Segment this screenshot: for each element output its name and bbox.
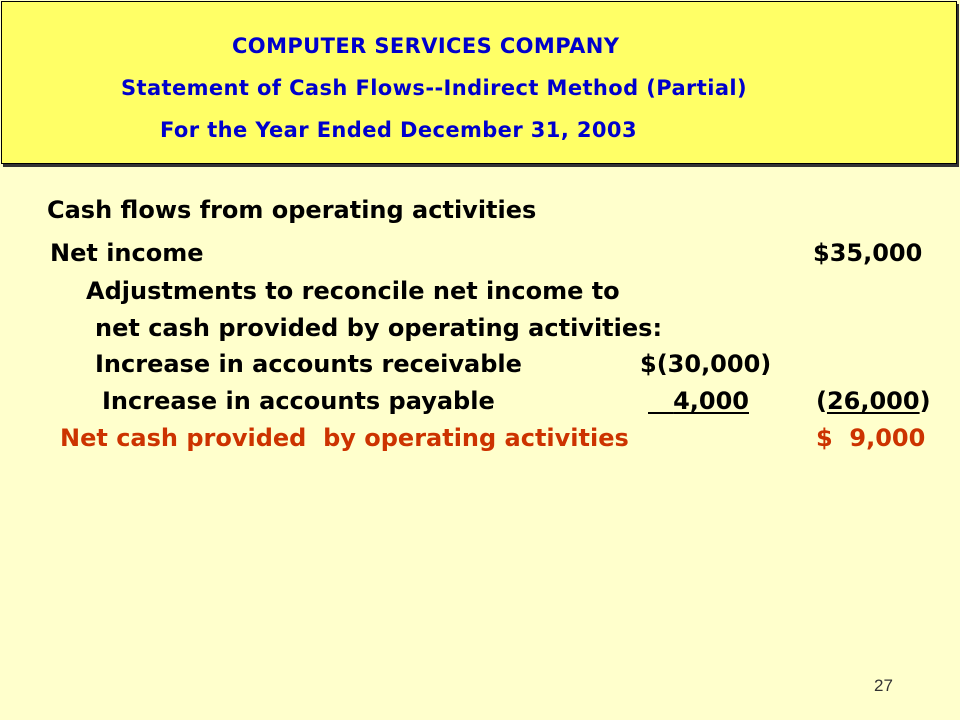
accounts-payable-label: Increase in accounts payable [102,387,495,415]
slide-number: 27 [874,676,893,695]
statement-header-banner [1,1,957,164]
company-name: COMPUTER SERVICES COMPANY [232,34,620,58]
accounts-receivable-label: Increase in accounts receivable [95,350,522,378]
adjustments-total-amount: 26,000 [826,387,920,415]
accounts-payable-amount: 4,000 [673,387,749,415]
net-cash-label: Net cash provided by operating activities [60,424,629,452]
adjustments-total-open: ( [816,387,827,415]
net-cash-value: $ 9,000 [816,424,926,452]
net-income-label: Net income [50,239,204,267]
statement-period: For the Year Ended December 31, 2003 [160,118,637,142]
adjustments-total-close: ) [919,387,931,415]
section-title: Cash flows from operating activities [47,196,537,224]
accounts-receivable-value: $(30,000) [640,350,772,378]
adjustments-total-value [816,387,931,415]
accounts-payable-value [648,387,749,415]
adjustments-line-1: Adjustments to reconcile net income to [86,277,620,305]
adjustments-line-2: net cash provided by operating activities: [95,314,663,342]
net-income-value: $35,000 [813,239,923,267]
statement-title: Statement of Cash Flows--Indirect Method (Partial) [121,76,748,100]
accounts-payable-lead-space [648,387,673,415]
